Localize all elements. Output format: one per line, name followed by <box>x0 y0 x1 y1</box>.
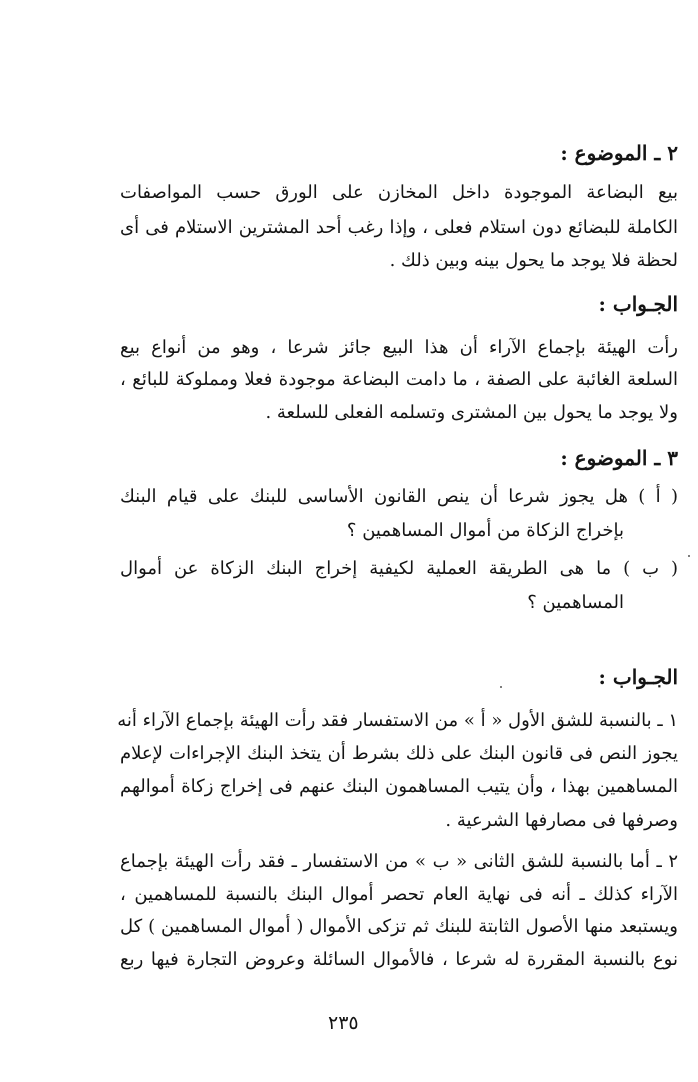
answer-3-para-1-line-4: وصرفها فى مصارفها الشرعية . <box>445 810 678 831</box>
answer-3-para-2-line-3: ويستبعد منها الأصول الثابتة للبنك ثم تزكى الأموال ( أموال المساهمين ) كل <box>120 916 678 937</box>
answer-3-para-1-line-2: يجوز النص فى قانون البنك على ذلك بشرط أن يتخذ البنك الإجراءات لإعلام <box>120 743 678 764</box>
answer-3-para-1-line-1: ١ ـ بالنسبة للشق الأول « أ » من الاستفسار فقد رأت الهيئة بإجماع الآراء أنه <box>117 710 678 731</box>
section-2-heading: ٢ ـ الموضوع : <box>560 141 678 165</box>
section-2-line-3: لحظة فلا يوجد ما يحول بينه وبين ذلك . <box>389 250 678 271</box>
answer-3-para-2-line-4: نوع بالنسبة المقررة له شرعا ، فالأموال السائلة وعروض التجارة فيها ربع <box>120 949 678 970</box>
section-3-item-b-line-2: المساهمين ؟ <box>527 592 624 613</box>
page-number: ٢٣٥ <box>328 1012 359 1034</box>
answer-2-line-3: ولا يوجد ما يحول بين المشترى وتسلمه الفعلى للسلعة . <box>265 402 678 423</box>
section-3-item-b-line-1: ( ب ) ما هى الطريقة العملية لكيفية إخراج البنك الزكاة عن أموال <box>120 558 678 579</box>
answer-3-para-2-line-2: الآراء كذلك ـ أنه فى نهاية العام تحصر أموال البنك بالنسبة للمساهمين ، <box>120 884 678 905</box>
scan-speck <box>688 555 690 557</box>
section-2-line-2: الكاملة للبضائع دون استلام فعلى ، وإذا رغب أحد المشترين الاستلام فى أى <box>120 217 678 238</box>
section-3-item-a-line-1: ( أ ) هل يجوز شرعا أن ينص القانون الأساسى للبنك على قيام البنك <box>120 486 678 507</box>
answer-3-para-1-line-3: المساهمين بهذا ، وأن يتيب المساهمون البنك عنهم فى إخراج زكاة أموالهم <box>120 776 678 797</box>
answer-3-para-2-line-1: ٢ ـ أما بالنسبة للشق الثانى « ب » من الاستفسار ـ فقد رأت الهيئة بإجماع <box>120 851 678 872</box>
scan-speck <box>500 686 502 688</box>
answer-2-heading: الجـواب : <box>598 292 678 316</box>
section-3-item-a-line-2: بإخراج الزكاة من أموال المساهمين ؟ <box>346 520 624 541</box>
answer-2-line-1: رأت الهيئة بإجماع الآراء أن هذا البيع جائز شرعا ، وهو من أنواع بيع <box>120 337 678 358</box>
section-2-line-1: بيع البضاعة الموجودة داخل المخازن على الورق حسب المواصفات <box>120 182 678 203</box>
section-3-heading: ٣ ـ الموضوع : <box>560 446 678 470</box>
answer-2-line-2: السلعة الغائبة على الصفة ، ما دامت البضاعة موجودة فعلا ومملوكة للبائع ، <box>120 369 678 390</box>
answer-3-heading: الجـواب : <box>598 665 678 689</box>
